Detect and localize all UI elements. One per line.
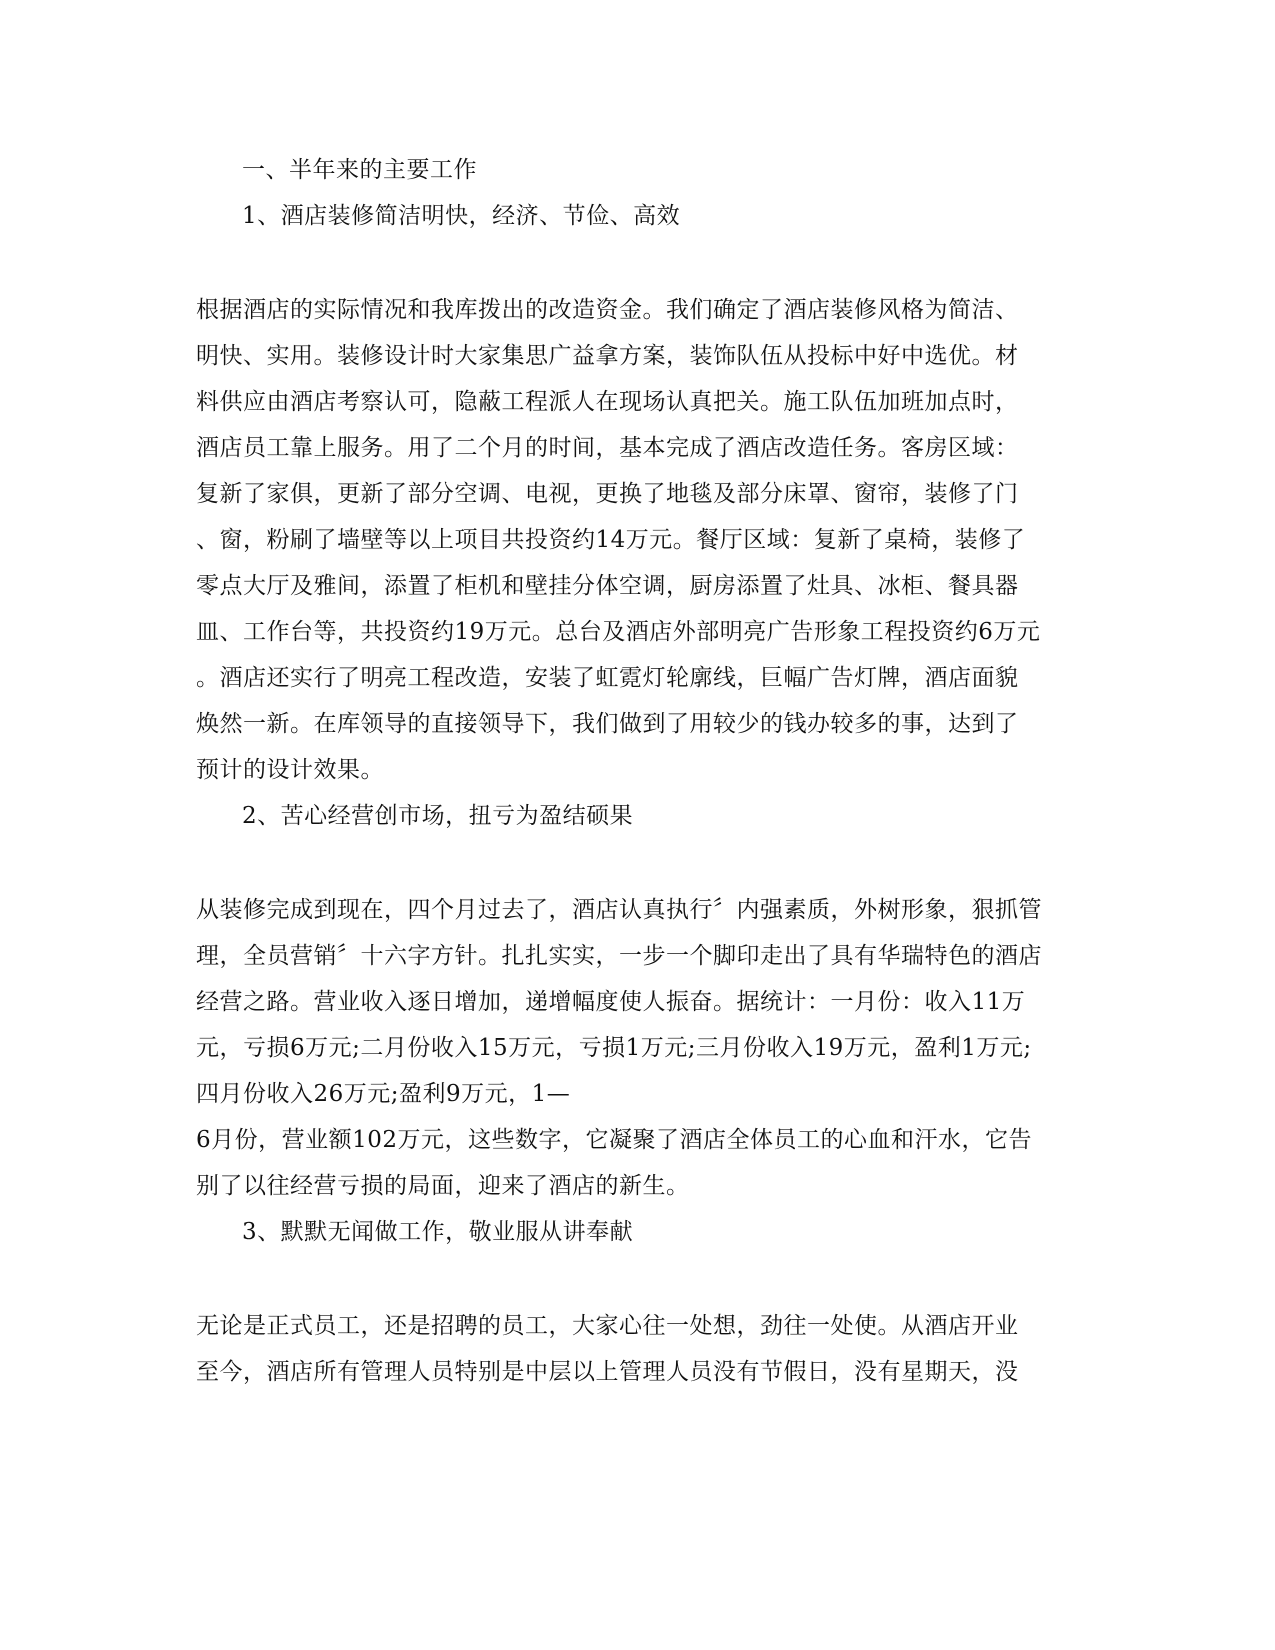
item-1-heading: 1、酒店装修简洁明快，经济、节俭、高效 [242,203,681,229]
paragraph-line: 经营之路。营业收入逐日增加，递增幅度使人振奋。据统计：一月份：收入11万 [196,989,1026,1015]
paragraph-line: 料供应由酒店考察认可，隐蔽工程派人在现场认真把关。施工队伍加班加点时， [196,389,1019,415]
paragraph-line: 别了以往经营亏损的局面，迎来了酒店的新生。 [196,1173,690,1199]
paragraph-line: 零点大厅及雅间，添置了柜机和壁挂分体空调，厨房添置了灶具、冰柜、餐具器 [196,573,1019,599]
paragraph-line: 酒店员工靠上服务。用了二个月的时间，基本完成了酒店改造任务。客房区域： [196,435,1019,461]
paragraph-line: 皿、工作台等，共投资约19万元。总台及酒店外部明亮广告形象工程投资约6万元 [196,619,1041,645]
paragraph-line: 、窗，粉刷了墙壁等以上项目共投资约14万元。餐厅区域：复新了桌椅，装修了 [196,527,1026,553]
paragraph-line: 6月份，营业额102万元，这些数字，它凝聚了酒店全体员工的心血和汗水，它告 [196,1127,1033,1153]
paragraph-line: 复新了家俱，更新了部分空调、电视，更换了地毯及部分床罩、窗帘，装修了门 [196,481,1019,507]
paragraph-line: 从装修完成到现在，四个月过去了，酒店认真执行〞内强素质，外树形象，狠抓管 [196,897,1042,923]
paragraph-line: 。酒店还实行了明亮工程改造，安装了虹霓灯轮廓线，巨幅广告灯牌，酒店面貌 [196,665,1019,691]
paragraph-line: 根据酒店的实际情况和我库拨出的改造资金。我们确定了酒店装修风格为简洁、 [196,297,1019,323]
section-heading: 一、半年来的主要工作 [242,157,477,183]
paragraph-line: 焕然一新。在库领导的直接领导下，我们做到了用较少的钱办较多的事，达到了 [196,711,1019,737]
paragraph-line: 预计的设计效果。 [196,757,384,783]
paragraph-line: 无论是正式员工，还是招聘的员工，大家心往一处想，劲往一处使。从酒店开业 [196,1313,1019,1339]
item-2-heading: 2、苦心经营创市场，扭亏为盈结硕果 [242,803,634,829]
paragraph-line: 至今，酒店所有管理人员特别是中层以上管理人员没有节假日，没有星期天，没 [196,1359,1019,1385]
paragraph-line: 四月份收入26万元;盈利9万元，1— [196,1081,571,1107]
paragraph-line: 元，亏损6万元;二月份收入15万元，亏损1万元;三月份收入19万元，盈利1万元; [196,1035,1032,1061]
paragraph-line: 理，全员营销〞十六字方针。扎扎实实，一步一个脚印走出了具有华瑞特色的酒店 [196,943,1042,969]
paragraph-line: 明快、实用。装修设计时大家集思广益拿方案，装饰队伍从投标中好中选优。材 [196,343,1019,369]
item-3-heading: 3、默默无闻做工作，敬业服从讲奉献 [242,1219,634,1245]
